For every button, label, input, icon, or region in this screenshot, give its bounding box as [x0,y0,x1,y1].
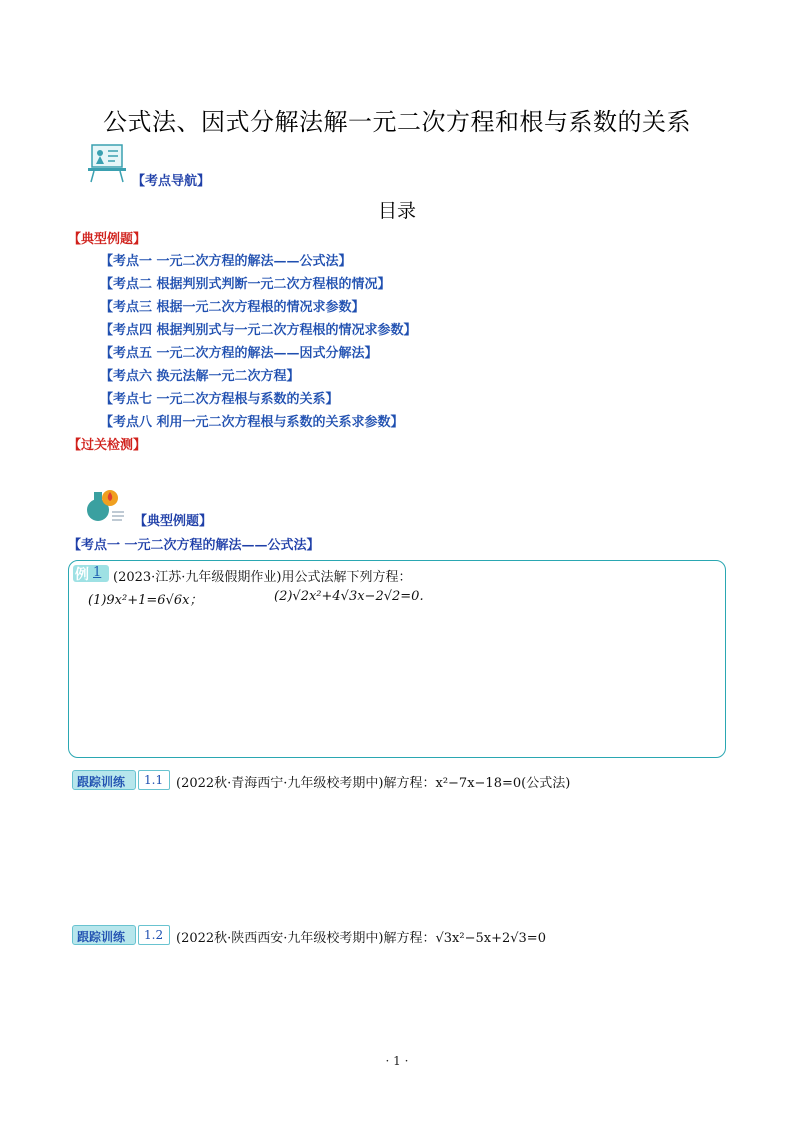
page-number: · 1 · [385,1054,409,1068]
example-equation-1: (1)9x²+1=6√6x； [88,593,203,608]
example-badge-label: 例 [75,567,89,583]
toc-item-3[interactable]: 【考点三 根据一元二次方程根的情况求参数】 [100,300,365,315]
page-title: 公式法、因式分解法解一元二次方程和根与系数的关系 [103,108,691,136]
teacher-board-icon [84,142,128,184]
toc-title: 目录 [377,200,416,222]
example-equation-2: (2)√2x²+4√3x−2√2=0. [274,589,424,604]
example-number: 1 [93,565,102,580]
toc-item-1[interactable]: 【考点一 一元二次方程的解法——公式法】 [100,254,352,269]
track-number-1: 1.1 [144,773,164,787]
example-source: (2023·江苏·九年级假期作业)用公式法解下列方程： [113,570,412,585]
track-problem-2: (2022秋·陕西西安·九年级校考期中)解方程：√3x²−5x+2√3=0 [176,931,546,946]
toc-item-8[interactable]: 【考点八 利用一元二次方程根与系数的关系求参数】 [100,415,404,430]
section-label: 【典型例题】 [134,514,213,529]
flask-icon [84,486,126,524]
track-number-2: 1.2 [144,928,164,942]
track-problem-1: (2022秋·青海西宁·九年级校考期中)解方程：x²−7x−18=0(公式法) [176,776,571,791]
kp1-label: 【考点一 一元二次方程的解法——公式法】 [68,538,320,553]
toc-item-4[interactable]: 【考点四 根据判别式与一元二次方程根的情况求参数】 [100,323,417,338]
toc-section-examples[interactable]: 【典型例题】 [68,232,147,247]
toc-item-2[interactable]: 【考点二 根据判别式判断一元二次方程根的情况】 [100,277,391,292]
track-label-1: 跟踪训练 [77,775,126,789]
toc-section-check[interactable]: 【过关检测】 [68,438,147,453]
toc-item-7[interactable]: 【考点七 一元二次方程根与系数的关系】 [100,392,339,407]
toc-item-5[interactable]: 【考点五 一元二次方程的解法——因式分解法】 [100,346,378,361]
track-label-2: 跟踪训练 [77,930,126,944]
nav-label: 【考点导航】 [132,174,211,189]
toc-item-6[interactable]: 【考点六 换元法解一元二次方程】 [100,369,300,384]
